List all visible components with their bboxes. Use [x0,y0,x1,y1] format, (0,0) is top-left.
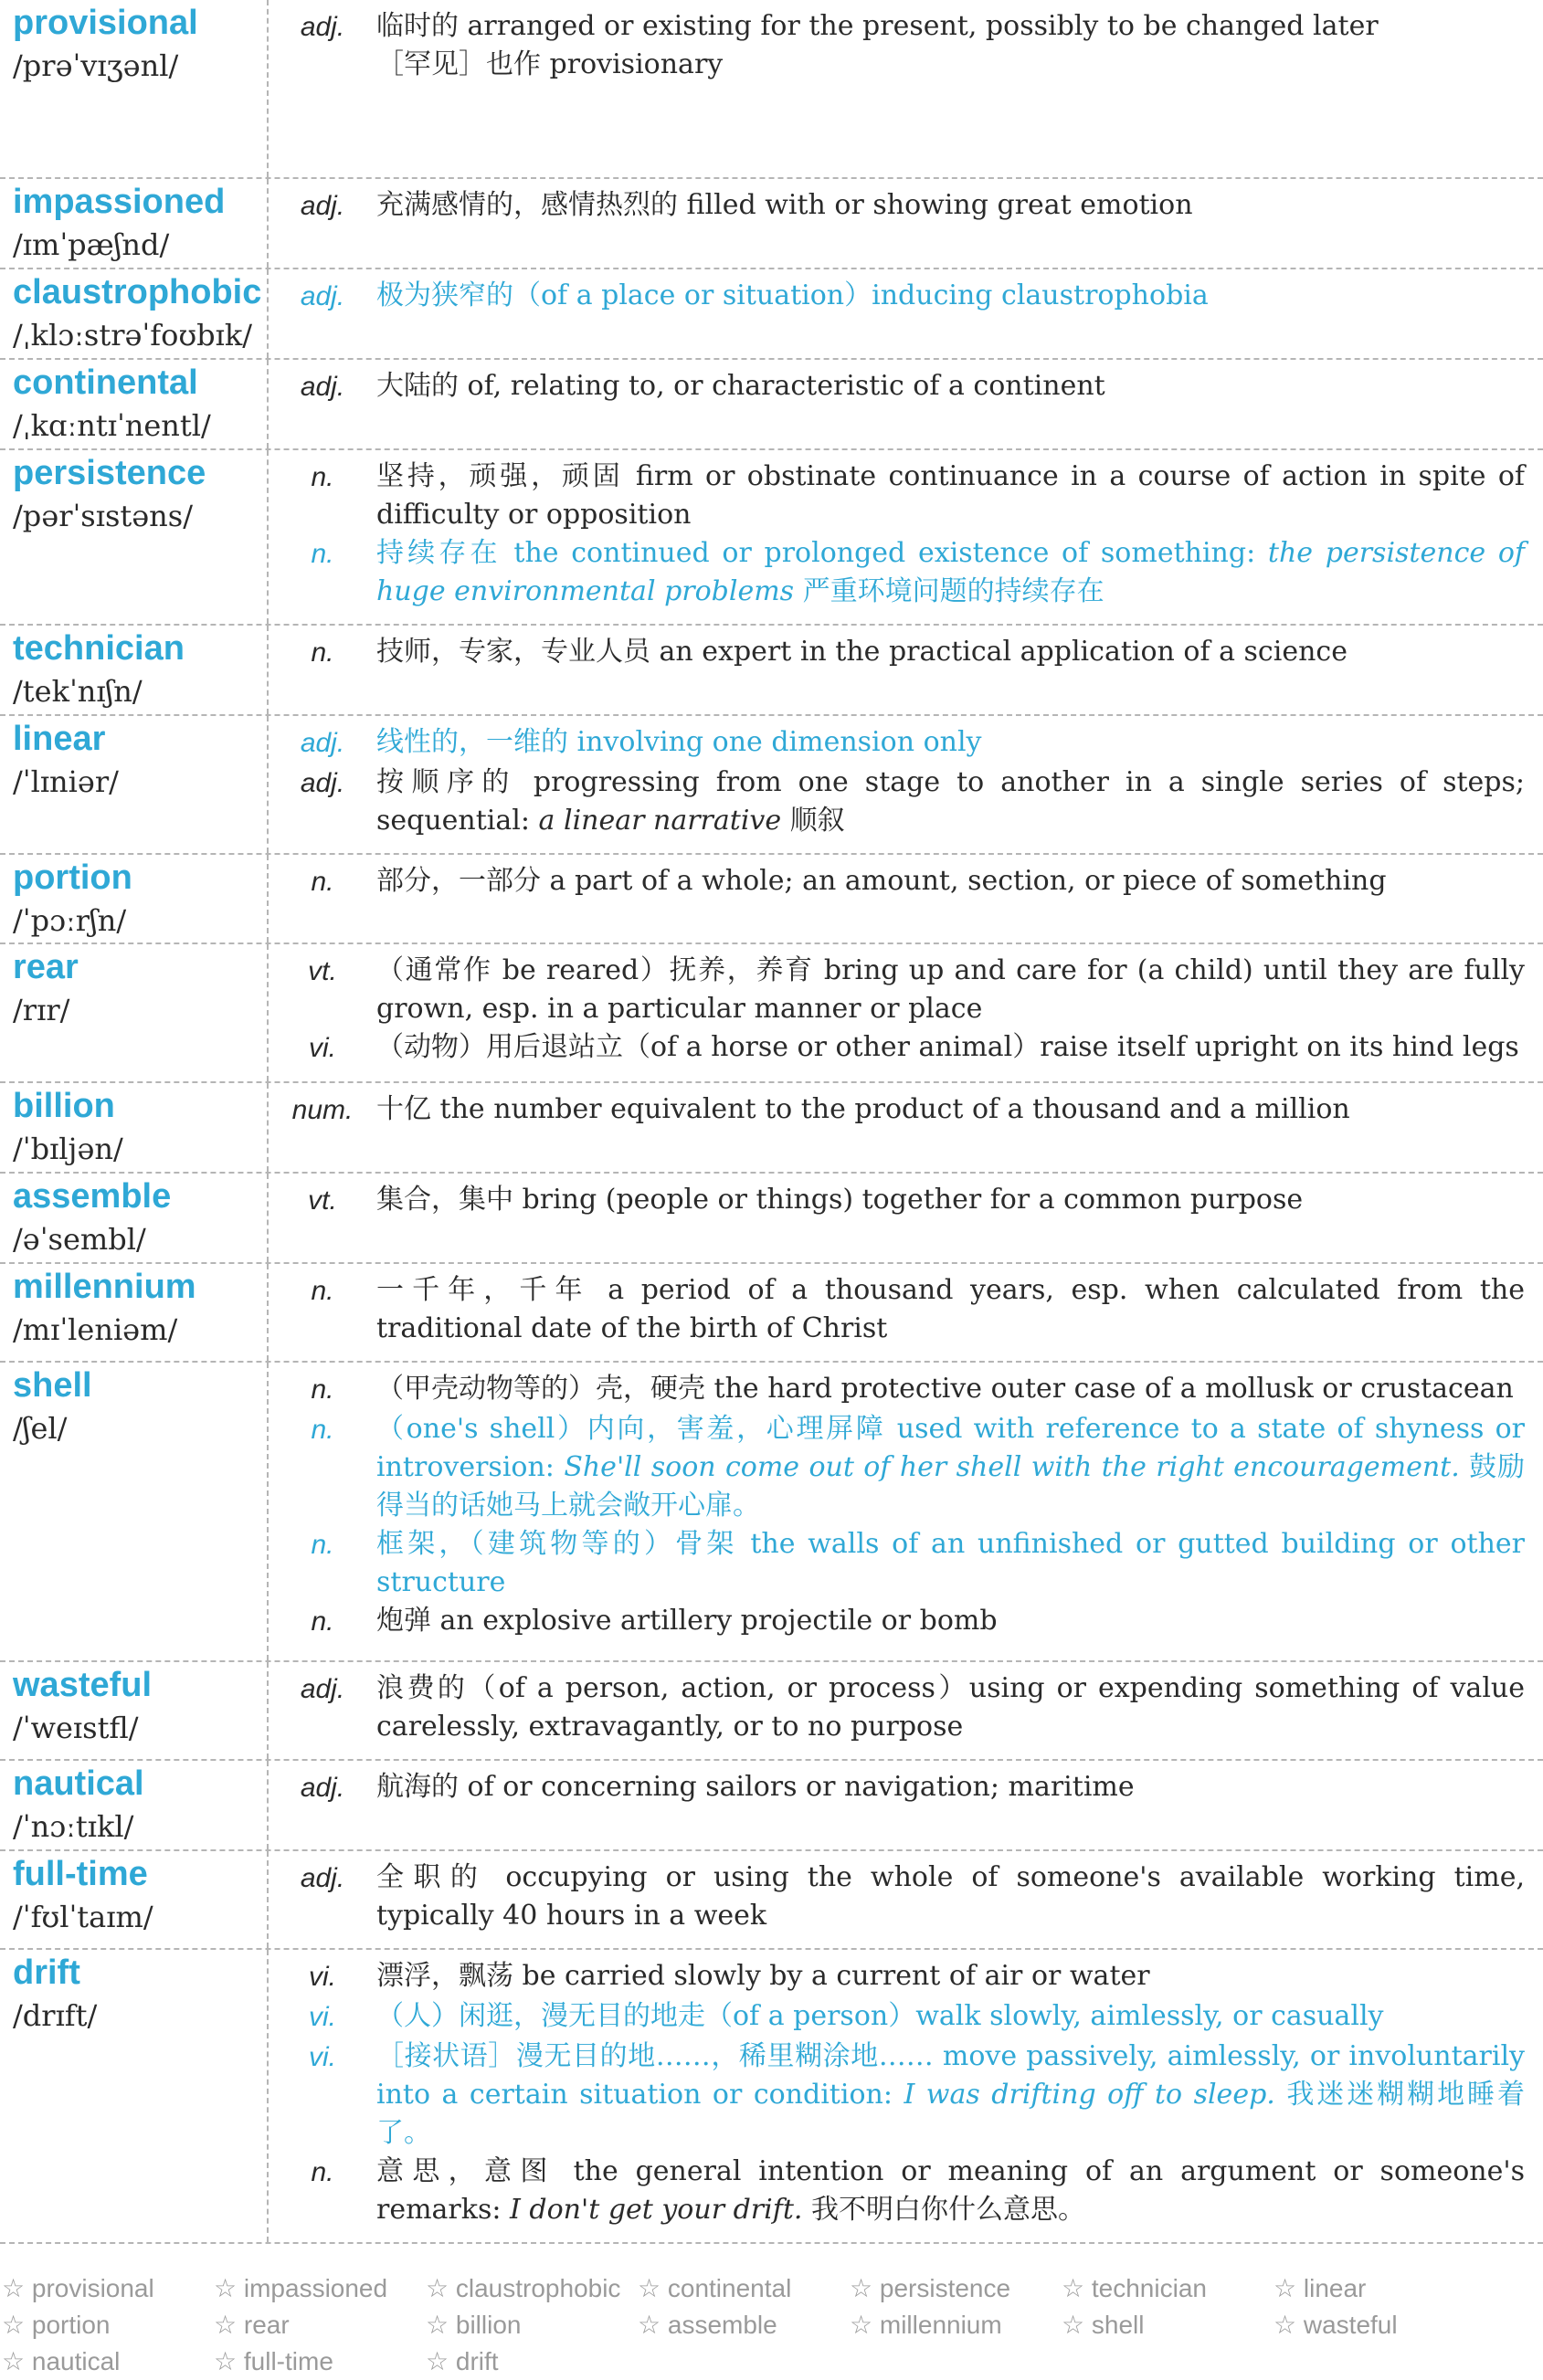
example-sentence: I was drifting off to sleep. [904,2079,1275,2111]
review-word-list [0,2270,1543,2380]
vocab-entry [0,1761,1543,1851]
sense [269,763,1525,840]
example-sentence: I don't get your drift. [510,2194,803,2227]
vocab-entry [0,855,1543,945]
part-of-speech: num. [291,1095,354,1126]
part-of-speech: n. [311,637,334,668]
part-of-speech: n. [311,1606,334,1638]
pronunciation: /ˈfʊlˈtaɪm/ [13,1900,153,1935]
definitions [269,1851,1543,1948]
definition-text: 技师，专家，专业人员 an expert in the practical application of a science [376,635,1347,668]
part-of-speech: vi. [309,2002,336,2033]
part-of-speech: adj. [300,1773,345,1804]
entry-headword [0,0,269,177]
part-of-speech: adj. [300,191,345,222]
entry-headword [0,944,269,1081]
review-word: ☆ impassioned [214,2274,388,2302]
vocab-entry [0,1083,1543,1174]
definitions [269,0,1543,177]
example-translation: 鼓励得当的话她马上就会敞开心扉。 [376,1451,1526,1522]
entry-headword [0,450,269,624]
sense [269,277,1525,317]
vocab-entry [0,450,1543,626]
sense [269,1028,1525,1069]
review-word: ☆ portion [2,2311,111,2339]
headword: impassioned [13,183,226,222]
pronunciation: /ˈbɪljən/ [13,1132,123,1167]
entry-headword [0,1662,269,1759]
definitions [269,626,1543,714]
definition [376,952,1525,1028]
pronunciation: /ʃel/ [13,1411,68,1447]
vocab-entry [0,1950,1543,2244]
pronunciation: /mɪˈleniəm/ [13,1312,178,1348]
entry-headword [0,716,269,853]
definition [376,458,1525,534]
review-word: ☆ provisional [2,2274,154,2302]
definition [376,1525,1525,1602]
review-word: ☆ claustrophobic [426,2274,621,2302]
vocab-entry [0,179,1543,269]
entry-headword [0,1083,269,1172]
sense [269,2038,1525,2153]
definition-text: （甲壳动物等的）壳，硬壳 the hard protective outer case of a mollusk or crustacean [376,1373,1514,1406]
definition [376,2038,1525,2153]
sense [269,2153,1525,2229]
definition-text: （one's shell）内向，害羞，心理屏障 used with reference to a state of shyness or introversion: [376,1413,1525,1484]
definition-text: 充满感情的，感情热烈的 filled with or showing great emotion [376,189,1193,222]
definition-text: 漂浮，飘荡 be carried slowly by a current of air or water [376,1960,1150,1993]
part-of-speech: n. [311,1415,334,1446]
definition-text: 线性的，一维的 involving one dimension only [376,725,982,758]
review-word: ☆ drift [426,2347,499,2375]
sense [269,1957,1525,1997]
pronunciation: /pərˈsɪstəns/ [13,498,193,533]
part-of-speech: vi. [309,2042,336,2073]
part-of-speech: n. [311,866,334,897]
definition [376,633,1525,673]
definition-text: 临时的 arranged or existing for the present, possibly to be changed later [376,10,1379,42]
sense [269,1090,1525,1131]
entry-headword [0,1950,269,2242]
sense [269,1370,1525,1410]
part-of-speech: vt. [308,1185,337,1216]
definition [376,1410,1525,1525]
definition [376,277,1525,317]
sense [269,367,1525,407]
sense [269,862,1525,902]
definition-text: 按顺序的 progressing from one stage to another in a single series of steps; sequential: [376,765,1525,837]
vocab-entry [0,1851,1543,1950]
pronunciation: /tekˈnɪʃn/ [13,673,143,709]
entry-headword [0,179,269,268]
definitions [269,1174,1543,1262]
review-word: ☆ rear [214,2311,290,2339]
example-sentence: the persistence of huge environmental problems [376,536,1525,607]
sense [269,1410,1525,1525]
part-of-speech: n. [311,1374,334,1406]
pronunciation: /drɪft/ [13,1998,98,2034]
headword: shell [13,1366,92,1406]
sense [269,952,1525,1028]
definition-text: 部分，一部分 a part of a whole; an amount, section, or piece of something [376,864,1387,897]
definitions [269,269,1543,358]
definitions [269,1083,1543,1172]
definitions [269,360,1543,448]
part-of-speech: n. [311,1276,334,1307]
definition [376,1859,1525,1935]
pronunciation: /əˈsembl/ [13,1222,146,1258]
vocab-entry [0,944,1543,1083]
pronunciation: /ˈpɔːrʃn/ [13,902,127,938]
definition-text: ［接状语］漫无目的地……，稀里糊涂地…… move passively, aimlessly, or involuntarily into a certain situation or condition: [376,2040,1525,2111]
definition-text: 全职的 occupying or using the whole of someone's available working time, typically 40 hours in a week [376,1861,1525,1932]
sense [269,1859,1525,1935]
part-of-speech: adj. [300,727,345,758]
definition-text: 持续存在 the continued or prolonged existence of something: [376,536,1256,569]
definition [376,763,1525,840]
definition [376,1997,1525,2038]
entry-headword [0,269,269,358]
definition [376,1602,1525,1642]
part-of-speech: vi. [309,1962,336,1993]
vocab-entry [0,269,1543,360]
definition-text: 炮弹 an explosive artillery projectile or bomb [376,1605,998,1638]
definition-text: 框架，（建筑物等的）骨架 the walls of an unfinished or gutted building or other structure [376,1528,1525,1599]
definitions [269,1761,1543,1849]
definition [376,862,1525,902]
example-translation: 我不明白你什么意思。 [810,2194,1085,2227]
part-of-speech: n. [311,1530,334,1561]
vocab-entry [0,1662,1543,1761]
part-of-speech: adj. [300,1674,345,1705]
part-of-speech: adj. [300,1863,345,1894]
vocab-entry [0,360,1543,450]
headword: drift [13,1953,80,1993]
example-translation: 顺叙 [789,804,845,837]
definition [376,7,1525,84]
sense [269,1181,1525,1221]
part-of-speech: adj. [300,12,345,42]
sense [269,1997,1525,2038]
sense [269,1768,1525,1808]
definitions [269,855,1543,943]
pronunciation: /ˈweɪstfl/ [13,1711,139,1746]
definition [376,534,1525,611]
part-of-speech: vt. [308,956,337,987]
definition-text: 意思，意图 the general intention or meaning of an argument or someone's remarks: [376,2155,1525,2227]
pronunciation: /rɪr/ [13,993,70,1028]
sense [269,633,1525,673]
definition-text: （通常作 be reared）抚养，养育 bring up and care for (a child) until they are fully grown, esp. in a particular manner or place [376,954,1525,1026]
vocab-entry [0,1264,1543,1363]
definitions [269,179,1543,268]
sense [269,1602,1525,1642]
vocab-entry [0,716,1543,855]
entry-headword [0,626,269,714]
part-of-speech: n. [311,538,334,569]
review-word: ☆ technician [1062,2274,1207,2302]
definition [376,1271,1525,1348]
definitions [269,944,1543,1081]
sense [269,186,1525,226]
definition [376,1370,1525,1410]
headword: continental [13,363,198,402]
sense [269,1271,1525,1348]
review-word: ☆ continental [638,2274,792,2302]
part-of-speech: vi. [309,1033,336,1064]
definition [376,1957,1525,1997]
vocab-entry [0,1174,1543,1264]
definition [376,1028,1525,1069]
definition [376,367,1525,407]
example-sentence: She'll soon come out of her shell with the right encouragement. [564,1451,1460,1484]
headword: nautical [13,1764,144,1804]
review-word: ☆ shell [1062,2311,1145,2339]
review-word: ☆ linear [1274,2274,1367,2302]
headword: millennium [13,1268,196,1307]
example-translation: 严重环境问题的持续存在 [802,574,1104,607]
definition-text: 集合，集中 bring (people or things) together for a common purpose [376,1184,1304,1216]
headword: claustrophobic [13,272,262,311]
sense [269,458,1525,534]
headword: wasteful [13,1666,153,1705]
definition [376,1768,1525,1808]
definition-text: 浪费的（of a person, action, or process）using or expending something of value carelessly, extravagantly, or to no purpose [376,1672,1525,1743]
pronunciation: /ˌkɑːntɪˈnentl/ [13,407,211,443]
definition [376,186,1525,226]
entry-headword [0,1851,269,1948]
review-word: ☆ persistence [850,2274,1011,2302]
entry-headword [0,1363,269,1660]
definition [376,723,1525,763]
pronunciation: /ˈnɔːtɪkl/ [13,1809,134,1845]
headword: portion [13,858,132,897]
definition-text: 十亿 the number equivalent to the product of a thousand and a million [376,1093,1350,1126]
sense [269,7,1525,84]
part-of-speech: adj. [300,371,345,402]
review-word: ☆ wasteful [1274,2311,1398,2339]
definition-text: 极为狭窄的（of a place or situation）inducing claustrophobia [376,279,1209,311]
entry-headword [0,1264,269,1361]
review-word: ☆ millennium [850,2311,1002,2339]
definition-text: 航海的 of or concerning sailors or navigation; maritime [376,1771,1135,1804]
review-word: ☆ nautical [2,2347,121,2375]
definitions [269,716,1543,853]
definition [376,1669,1525,1746]
sense [269,1525,1525,1602]
definitions [269,450,1543,624]
pronunciation: /prəˈvɪʒənl/ [13,48,179,83]
vocab-entry [0,626,1543,716]
definition [376,1090,1525,1131]
definitions [269,1950,1543,2242]
sense [269,723,1525,763]
example-sentence: a linear narrative [538,804,782,837]
review-word: ☆ assemble [638,2311,777,2339]
headword: technician [13,628,185,668]
definition-text: 坚持，顽强，顽固 firm or obstinate continuance in a course of action in spite of difficulty or opposition [376,459,1525,531]
headword: persistence [13,453,206,492]
headword: billion [13,1087,115,1126]
part-of-speech: n. [311,2157,334,2188]
definition-text: 大陆的 of, relating to, or characteristic of a continent [376,369,1105,402]
pronunciation: /ˌklɔːstrəˈfoʊbɪk/ [13,317,253,353]
pronunciation: /ɪmˈpæʃnd/ [13,227,170,263]
definition [376,2153,1525,2229]
headword: assemble [13,1177,172,1216]
sense [269,1669,1525,1746]
definitions [269,1363,1543,1660]
part-of-speech: adj. [300,767,345,798]
entry-headword [0,360,269,448]
vocab-entry [0,1363,1543,1662]
definition [376,1181,1525,1221]
definitions [269,1662,1543,1759]
example-translation: 我迷迷糊糊地睡着了。 [376,2079,1525,2150]
headword: linear [13,719,106,758]
review-word: ☆ billion [426,2311,522,2339]
definition-text: 一千年，千年 a period of a thousand years, esp. when calculated from the traditional date of the birth of Christ [376,1274,1525,1345]
entry-headword [0,1761,269,1849]
pronunciation: /ˈlɪniər/ [13,763,119,799]
review-word: ☆ full-time [214,2347,333,2375]
definition-text: （人）闲逛，漫无目的地走（of a person）walk slowly, aimlessly, or casually [376,2000,1384,2033]
entry-headword [0,855,269,943]
headword: rear [13,948,79,987]
sense [269,534,1525,611]
entry-headword [0,1174,269,1262]
part-of-speech: n. [311,461,334,492]
vocab-entry [0,0,1543,179]
definition-text: （动物）用后退站立（of a horse or other animal）raise itself upright on its hind legs [376,1031,1519,1064]
definition-note: ［罕见］也作 provisionary [376,48,724,80]
part-of-speech: adj. [300,280,345,311]
definitions [269,1264,1543,1361]
headword: provisional [13,4,198,42]
headword: full-time [13,1855,148,1894]
